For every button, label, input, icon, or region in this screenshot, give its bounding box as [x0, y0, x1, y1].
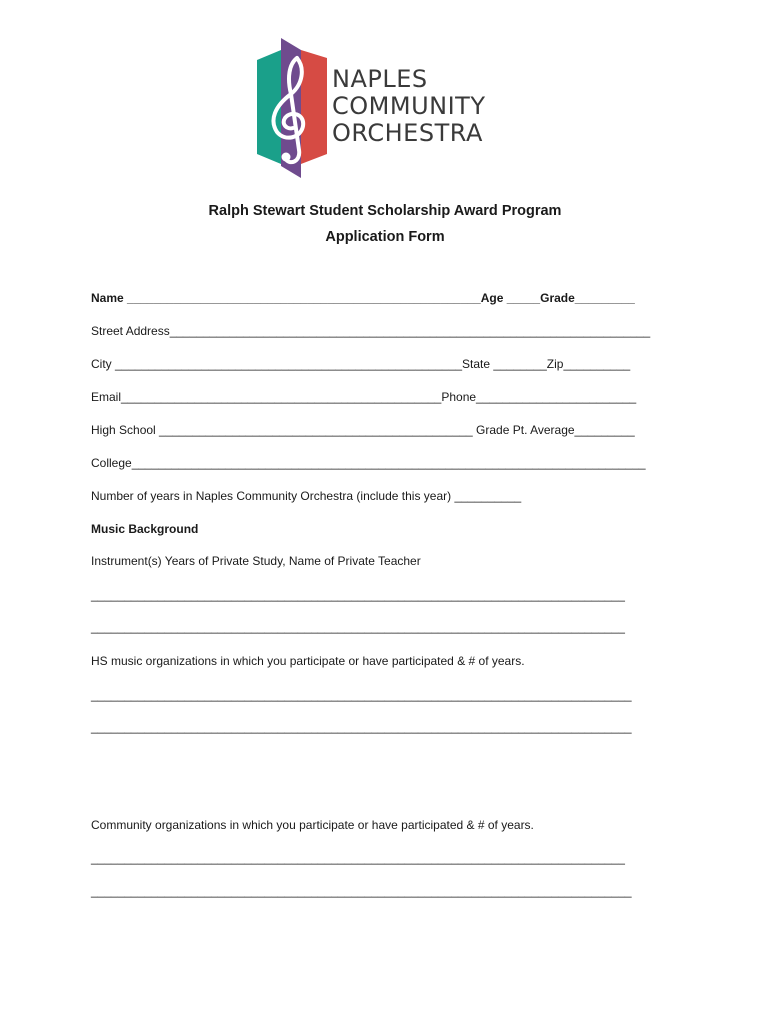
music-background-heading: Music Background	[91, 522, 199, 536]
instrument-prompt: Instrument(s) Years of Private Study, Name of Private Teacher	[91, 554, 421, 568]
form-title: Ralph Stewart Student Scholarship Award Program	[208, 203, 562, 219]
hs-organizations-prompt: HS music organizations in which you participate or have participated & # of years.	[91, 654, 525, 668]
community-organizations-line-1[interactable]: ________________________________________________________________________________	[91, 851, 625, 865]
logo-line-2: COMMUNITY	[332, 92, 486, 120]
email-phone-field[interactable]: Email________________________________________________Phone________________________	[91, 390, 637, 404]
instrument-answer-line-2[interactable]: ________________________________________________________________________________	[91, 620, 625, 634]
high-school-gpa-field[interactable]: High School _______________________________________________ Grade Pt. Average_________	[91, 423, 635, 437]
logo-wordmark	[332, 66, 485, 147]
logo-line-1: NAPLES	[332, 65, 428, 93]
hs-organizations-line-1[interactable]: _________________________________________________________________________________	[91, 688, 632, 702]
instrument-answer-line-1[interactable]: ________________________________________________________________________________	[91, 588, 625, 602]
name-age-grade-field[interactable]: Name _____________________________________________________Age _____Grade_________	[91, 291, 635, 305]
orchestra-logo	[253, 38, 523, 178]
street-address-field[interactable]: Street Address________________________________________________________________________	[91, 324, 651, 338]
treble-clef-icon	[253, 38, 333, 178]
community-organizations-prompt: Community organizations in which you participate or have participated & # of years.	[91, 818, 534, 832]
form-subtitle: Application Form	[325, 229, 445, 245]
orchestra-years-field[interactable]: Number of years in Naples Community Orchestra (include this year) __________	[91, 489, 522, 503]
logo-line-3: ORCHESTRA	[332, 119, 483, 147]
city-state-zip-field[interactable]: City ____________________________________________________State ________Zip__________	[91, 357, 631, 371]
college-field[interactable]: College_____________________________________________________________________________	[91, 456, 646, 470]
hs-organizations-line-2[interactable]: _________________________________________________________________________________	[91, 720, 632, 734]
community-organizations-line-2[interactable]: _________________________________________________________________________________	[91, 884, 632, 898]
